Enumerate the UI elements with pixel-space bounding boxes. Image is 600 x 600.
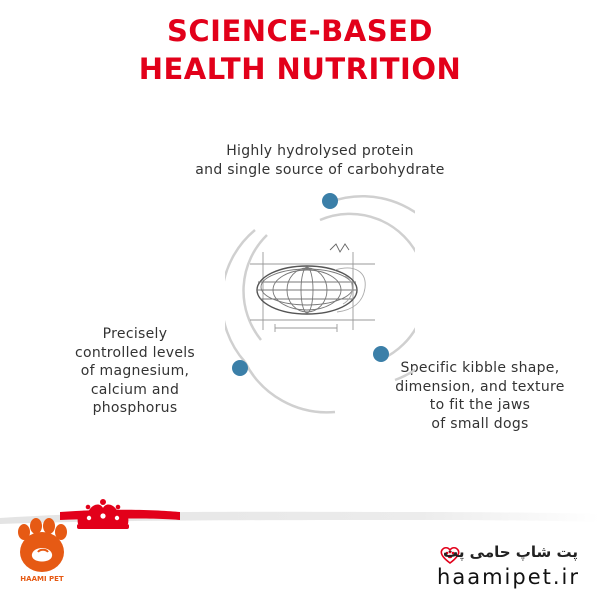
- feature-protein-line-2: and single source of carbohydrate: [195, 161, 445, 178]
- feature-kibble-line-1: Specific kibble shape,: [400, 360, 560, 376]
- feature-protein-line-1: Highly hydrolysed protein: [226, 143, 414, 159]
- feature-kibble-line-3: to fit the jaws: [429, 397, 531, 413]
- kibble-diagram: [225, 190, 415, 420]
- headline-line-2: HEALTH NUTRITION: [138, 52, 462, 86]
- feature-kibble-line-4: of small dogs: [431, 415, 529, 432]
- kibble-sketch: [250, 244, 375, 332]
- headline-line-1: SCIENCE-BASED: [167, 14, 433, 48]
- brand-url: haamipet.ir: [437, 565, 580, 589]
- brand-name-persian: پت شاپ حامی پت: [442, 543, 578, 561]
- orbit-arc-outer: [330, 196, 415, 380]
- orbit-arc-left: [225, 230, 255, 362]
- orbit-arc-bottom: [245, 362, 335, 412]
- orbit-dot-top: [322, 193, 338, 209]
- orbit-arc-left-inner: [244, 235, 267, 340]
- feature-minerals-line-4: calcium and: [90, 381, 180, 398]
- crown-icon: [72, 498, 134, 534]
- orbit-dot-right: [373, 346, 389, 362]
- feature-minerals-line-3: of magnesium,: [80, 363, 190, 379]
- haami-pet-logo: [12, 518, 72, 588]
- haami-pet-logo-text: HAAMI PET: [20, 575, 64, 583]
- paw-logo-icon: [12, 518, 72, 576]
- feature-minerals-line-2: controlled levels: [74, 344, 196, 361]
- page-headline: [0, 12, 600, 88]
- feature-minerals-line-1: Precisely: [102, 326, 168, 342]
- feature-kibble-line-2: dimension, and texture: [395, 378, 565, 395]
- feature-minerals: [60, 325, 210, 418]
- orbit-arc-inner: [320, 214, 415, 360]
- feature-protein: [170, 142, 470, 179]
- orbit-dot-left: [232, 360, 248, 376]
- feature-minerals-line-5: phosphorus: [92, 400, 178, 416]
